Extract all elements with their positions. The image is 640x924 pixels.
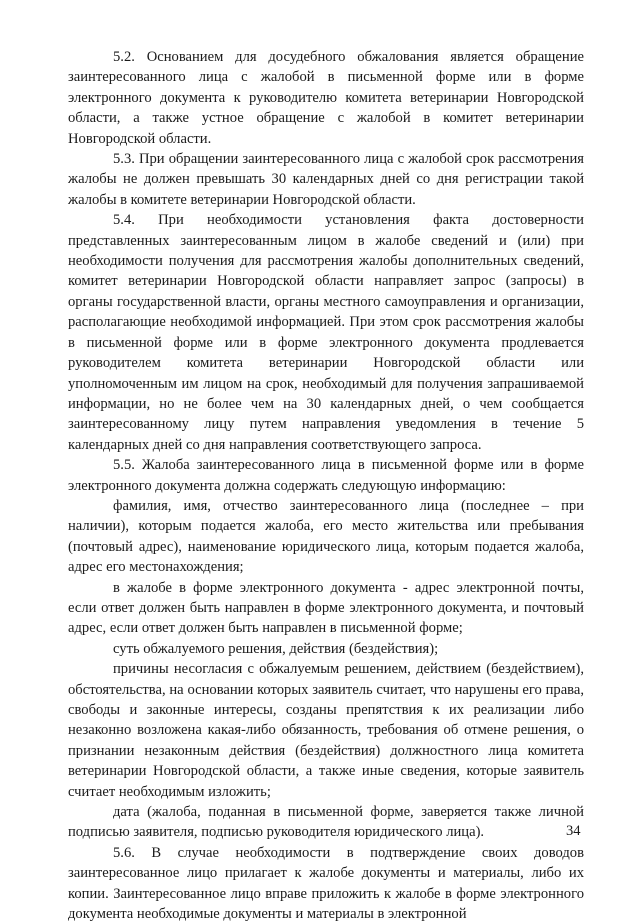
paragraph-5-5: 5.5. Жалоба заинтересованного лица в письменной форме или в форме электронного документа должна содержать следующую информацию:: [68, 457, 584, 494]
paragraph-5-6: 5.6. В случае необходимости в подтверждение своих доводов заинтересованное лицо прилагает к жалобе документы и материалы, либо их копии. Заинтересованное лицо вправе приложить к жалобе в форме электронного документа необходимые документы и материалы в электронной: [68, 844, 584, 923]
page-number: 34: [566, 823, 581, 839]
list-item-reasons: причины несогласия с обжалуемым решением, действием (бездействием), обстоятельства, на основании которых заявитель считает, что нарушены его права, свободы и законные интересы, созданы препятствия к их реализации либо незаконно возложена какая-либо обязанность, требования об отмене решения, о признании незаконным действия (бездействия) должностного лица комитета ветеринарии Новгородской области, а также иные сведения, которые заявитель считает необходимым изложить;: [68, 661, 584, 800]
paragraph-5-2: 5.2. Основанием для досудебного обжалования является обращение заинтересованного лица с жалобой в письменной форме или в форме электронного документа к руководителю комитета ветеринарии Новгородской области, а также устное обращение с жалобой в комитет ветеринарии Новгородской области.: [68, 49, 584, 147]
list-item-essence: суть обжалуемого решения, действия (бездействия);: [113, 640, 439, 657]
paragraph-5-3: 5.3. При обращении заинтересованного лица с жалобой срок рассмотрения жалобы не должен превышать 30 календарных дней со дня регистрации такой жалобы в комитете ветеринарии Новгородской области.: [68, 151, 584, 208]
list-item-applicant-name: фамилия, имя, отчество заинтересованного лица (последнее – при наличии), которым подается жалоба, его место жительства или пребывания (почтовый адрес), наименование юридического лица, которым подается жалоба, адрес его местонахождения;: [68, 497, 584, 576]
list-item-electronic-address: в жалобе в форме электронного документа - адрес электронной почты, если ответ должен быть направлен в форме электронного документа, и почтовый адрес, если ответ должен быть направлен в письменной форме;: [68, 579, 584, 637]
list-item-date: дата (жалоба, поданная в письменной форме, заверяется также личной подписью заявителя, подписью руководителя юридического лица).: [68, 804, 584, 841]
paragraph-5-4: 5.4. При необходимости установления факта достоверности представленных заинтересованным лицом в жалобе сведений и (или) при необходимости получения для рассмотрения жалобы дополнительных сведений, комитет ветеринарии Новгородской области направляет запрос (запросы) в органы государственной власти, органы местного самоуправления и организации, располагающие необходимой информацией. При этом срок рассмотрения жалобы в письменной форме или в форме электронного документа продлевается руководителем комитета ветеринарии Новгородской области или уполномоченным им лицом на срок, необходимый для получения запрашиваемой информации, но не более чем на 30 календарных дней, о чем сообщается заинтересованному лицу путем направления уведомления в течение 5 календарных дней со дня направления соответствующего запроса.: [68, 212, 584, 453]
body-text: [68, 47, 584, 924]
